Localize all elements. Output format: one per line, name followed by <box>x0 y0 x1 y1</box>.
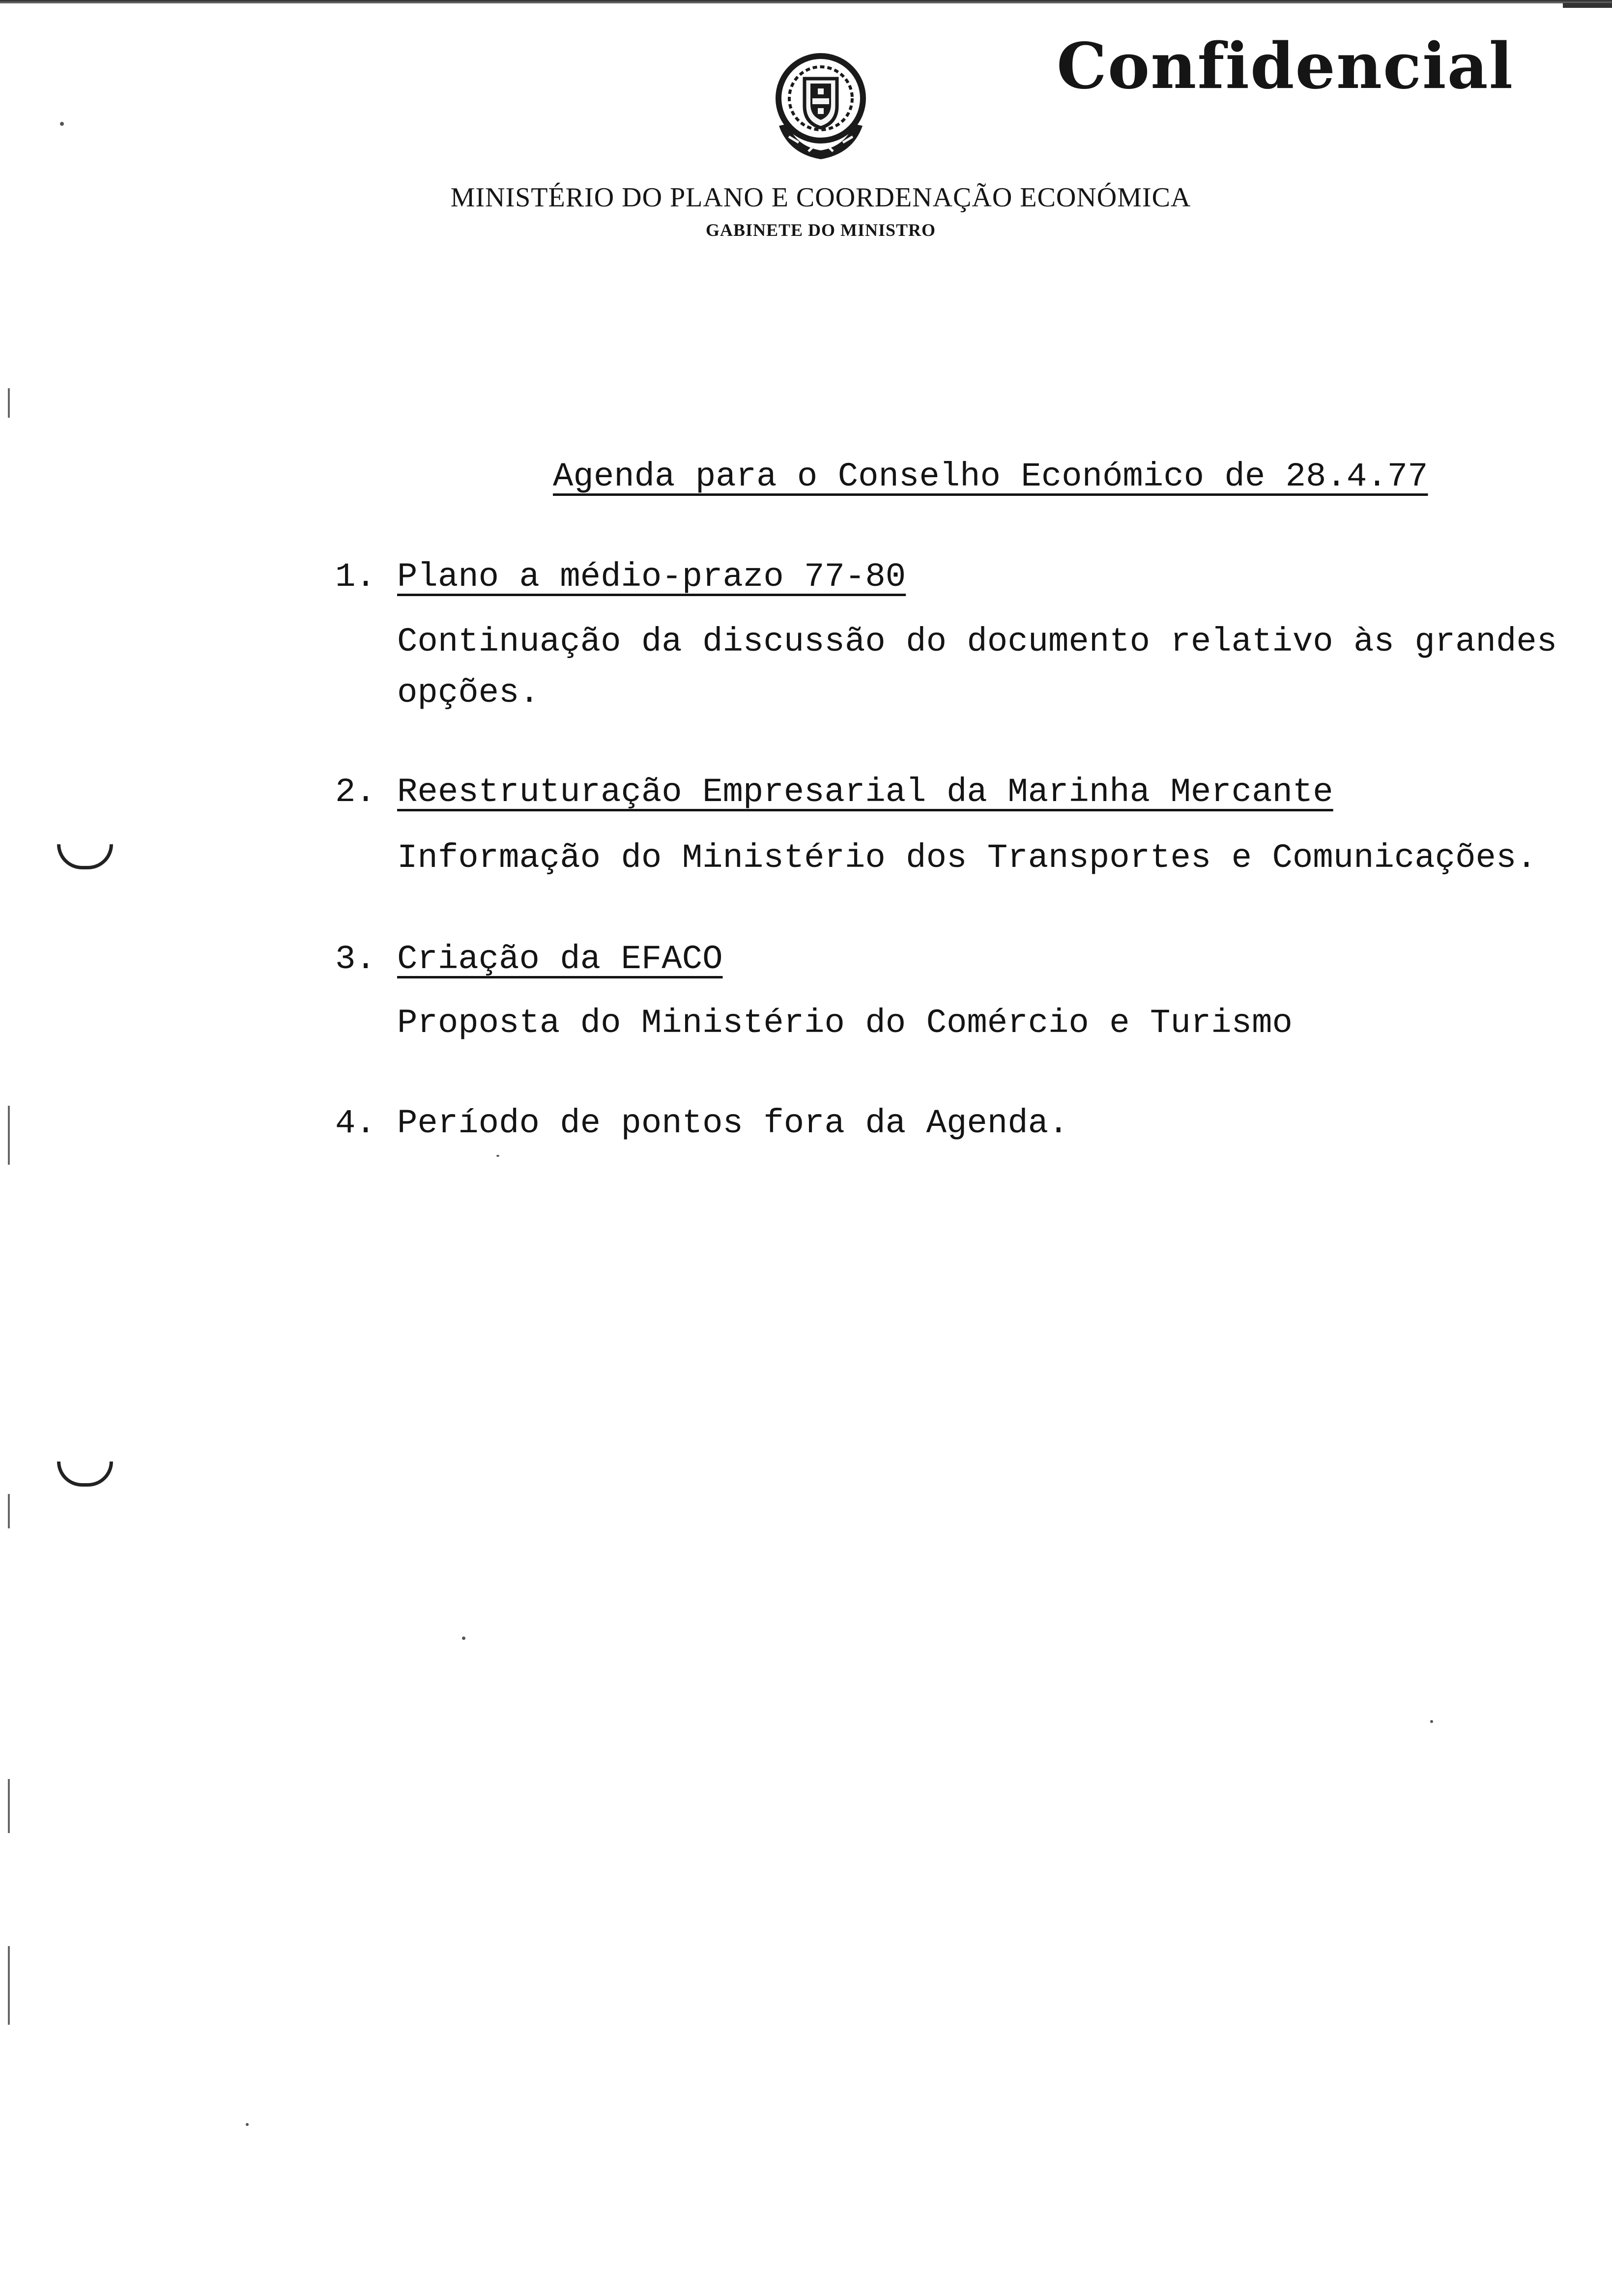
confidential-stamp: Confidencial <box>1057 29 1514 103</box>
scan-speck <box>246 2123 249 2126</box>
edge-mark <box>8 1106 10 1165</box>
scan-speck <box>1430 1720 1433 1723</box>
edge-mark <box>8 388 10 418</box>
scan-top-edge <box>0 0 1612 3</box>
punch-hole-mark <box>57 844 113 869</box>
agenda-item-number: 4. <box>335 1104 376 1143</box>
agenda-item-title: Reestruturação Empresarial da Marinha Mercante <box>397 773 1333 811</box>
edge-mark <box>8 1946 10 2025</box>
agenda-item-title: Período de pontos fora da Agenda. <box>397 1104 1069 1143</box>
agenda-item-number: 1. <box>335 558 376 596</box>
coat-of-arms-icon <box>769 53 872 166</box>
edge-mark <box>8 1494 10 1528</box>
agenda-item-description: Proposta do Ministério do Comércio e Turismo <box>397 1004 1293 1042</box>
scan-speck <box>462 1636 465 1640</box>
agenda-item-number: 3. <box>335 940 376 978</box>
punch-hole-mark <box>57 1462 113 1487</box>
ministry-name: MINISTÉRIO DO PLANO E COORDENAÇÃO ECONÓMICA <box>450 182 1191 213</box>
cabinet-name: GABINETE DO MINISTRO <box>705 220 936 240</box>
agenda-title: Agenda para o Conselho Económico de 28.4.77 <box>553 458 1428 496</box>
agenda-item-description: opções. <box>397 674 540 712</box>
agenda-item-description: Informação do Ministério dos Transportes e Comunicações. <box>397 839 1537 877</box>
agenda-item-title: Criação da EFACO <box>397 940 723 978</box>
edge-mark <box>8 1779 10 1833</box>
scan-speck <box>60 122 64 126</box>
agenda-item-number: 2. <box>335 773 376 811</box>
agenda-item-title: Plano a médio-prazo 77-80 <box>397 558 906 596</box>
agenda-item-description: Continuação da discussão do documento relativo às grandes <box>397 623 1557 661</box>
scan-speck <box>496 1155 499 1157</box>
scan-corner-mark <box>1563 3 1612 8</box>
